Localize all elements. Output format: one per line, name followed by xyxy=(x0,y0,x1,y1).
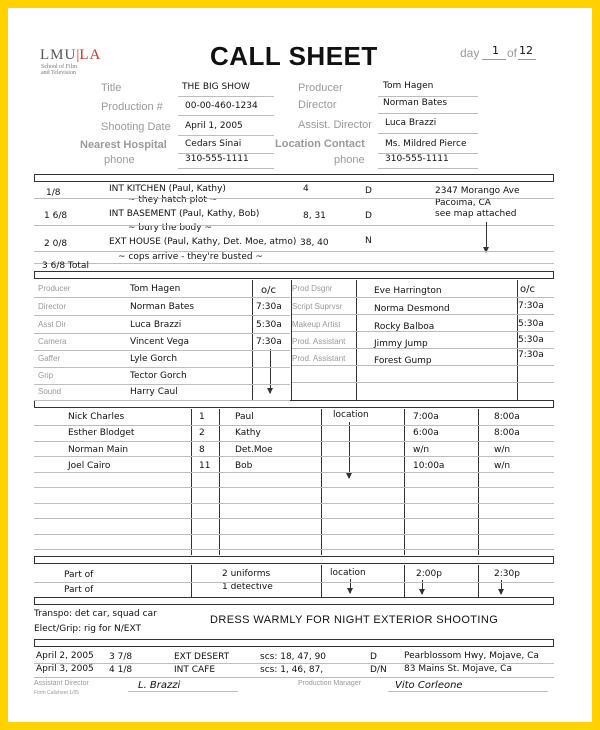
cast-role: Bob xyxy=(235,461,253,471)
extras-header-bar xyxy=(34,556,554,564)
crew-right-time: 5:30a xyxy=(518,319,544,329)
extras-location: location xyxy=(330,568,366,578)
notes-header-bar xyxy=(34,597,554,605)
production-label: Production # xyxy=(101,101,163,113)
assist-director-label: Assist. Director xyxy=(298,119,372,131)
cast-role: Paul xyxy=(235,412,254,422)
scene-location-2: Pacoima, CA xyxy=(435,198,491,208)
title-value: THE BIG SHOW xyxy=(182,82,250,92)
scene-cast: 8, 31 xyxy=(303,211,326,221)
day-total: 12 xyxy=(519,44,533,57)
scene-day-night: N xyxy=(365,236,372,246)
crew-name: Forest Gump xyxy=(374,356,432,366)
cast-actor: Nick Charles xyxy=(68,412,125,422)
crew-name: Vincent Vega xyxy=(130,337,189,347)
location-phone-label: phone xyxy=(334,154,365,166)
scene-sub: ~ bury the body ~ xyxy=(128,223,212,233)
logo-subtitle-1: School of Film xyxy=(41,64,78,70)
cast-call-time: w/n xyxy=(413,445,430,455)
day-value: 1 xyxy=(492,44,499,57)
crew-role-label: Director xyxy=(38,302,67,311)
crew-name: Jimmy Jump xyxy=(374,339,428,349)
cast-location-label: location xyxy=(333,410,369,420)
crew-role-label: Gaffer xyxy=(38,354,61,363)
location-contact-label: Location Contact xyxy=(275,138,365,150)
page-title: CALL SHEET xyxy=(210,41,378,71)
cast-actor: Joel Cairo xyxy=(68,461,111,471)
cast-role: Det.Moe xyxy=(235,445,273,455)
logo-subtitle-2: and Television xyxy=(41,70,76,76)
scene-day-night: D xyxy=(365,211,372,221)
assist-director-value: Luca Brazzi xyxy=(385,118,437,128)
continue-arrow xyxy=(349,422,350,478)
advance-location: 83 Mains St. Mojave, Ca xyxy=(404,664,512,674)
crew-role-label: Prod. Assistant xyxy=(292,337,346,346)
notes-banner: DRESS WARMLY FOR NIGHT EXTERIOR SHOOTING xyxy=(210,614,499,626)
crew-role-label: Sound xyxy=(38,387,62,396)
crew-name: Luca Brazzi xyxy=(130,320,182,330)
scenes-header-bar xyxy=(34,174,554,182)
cast-call-time: 6:00a xyxy=(413,428,439,438)
extras-time-1: 2:00p xyxy=(416,569,442,579)
cast-set-time: w/n xyxy=(494,445,511,455)
assistant-director-label: Assistant Director xyxy=(34,680,89,687)
location-phone-value: 310-555-1111 xyxy=(385,154,449,164)
notes-elect: Elect/Grip: rig for N/EXT xyxy=(34,624,141,634)
crew-left-time: 5:30a xyxy=(256,320,282,330)
crew-role-label: Asst Dir xyxy=(38,320,66,329)
extras-row-2: 1 detective xyxy=(222,582,273,592)
producer-value: Tom Hagen xyxy=(383,81,434,91)
crew-name: Lyle Gorch xyxy=(130,354,178,364)
scene-desc: INT KITCHEN (Paul, Kathy) xyxy=(109,184,226,194)
crew-right-oncall-header: o/c xyxy=(520,284,535,295)
advance-location: Pearblossom Hwy, Mojave, Ca xyxy=(404,651,539,661)
production-manager-label: Production Manager xyxy=(298,680,362,687)
crew-left-oncall-header: o/c xyxy=(261,285,276,296)
advance-scenes: scs: 18, 47, 90 xyxy=(260,652,327,662)
producer-label: Producer xyxy=(298,82,343,94)
logo: LMU|LA xyxy=(40,47,102,63)
advance-header-bar xyxy=(34,639,554,647)
location-contact-value: Ms. Mildred Pierce xyxy=(385,139,467,149)
title-label: Title xyxy=(101,82,122,94)
logo-la: LA xyxy=(79,47,102,63)
cast-role: Kathy xyxy=(235,428,261,438)
scene-desc: EXT HOUSE (Paul, Kathy, Det. Moe, atmo) xyxy=(109,237,297,247)
day-label: day xyxy=(460,46,480,60)
hospital-phone-label: phone xyxy=(104,154,135,166)
scene-cast: 38, 40 xyxy=(300,238,329,248)
crew-role-label: Camera xyxy=(38,337,67,346)
extras-part-of: Part of xyxy=(64,570,94,580)
scene-pages: 1 6/8 xyxy=(44,211,68,221)
scene-pages: 1/8 xyxy=(46,188,61,198)
crew-right-time: 7:30a xyxy=(518,301,544,311)
scene-day-night: D xyxy=(365,186,372,196)
advance-set: EXT DESERT xyxy=(174,652,230,662)
notes-transpo: Transpo: det car, squad car xyxy=(34,609,157,619)
scene-cast: 4 xyxy=(303,184,309,194)
scene-sub: ~ cops arrive - they're busted ~ xyxy=(118,252,263,262)
advance-pages: 3 7/8 xyxy=(109,652,133,662)
shooting-date-value: April 1, 2005 xyxy=(185,121,243,131)
crew-role-label: Prod Dsgnr xyxy=(292,284,333,293)
crew-name: Eve Harrington xyxy=(374,286,442,296)
cast-actor: Norman Main xyxy=(68,445,129,455)
advance-date: April 2, 2005 xyxy=(36,651,94,661)
cast-set-time: w/n xyxy=(494,461,511,471)
scene-location: 2347 Morango Ave xyxy=(435,186,520,196)
production-manager-signature: Vito Corleone xyxy=(395,680,463,691)
crew-right-time: 5:30a xyxy=(518,335,544,345)
scene-sub: ~ they hatch plot ~ xyxy=(128,195,218,205)
hospital-phone-value: 310-555-1111 xyxy=(185,154,249,164)
director-label: Director xyxy=(298,99,337,111)
crew-name: Harry Caul xyxy=(130,387,178,397)
crew-role-label: Script Suprvsr xyxy=(292,302,343,311)
extras-time-2: 2:30p xyxy=(494,569,520,579)
crew-role-label: Grip xyxy=(38,371,54,380)
cast-number: 1 xyxy=(199,412,205,422)
crew-name: Tom Hagen xyxy=(130,284,181,294)
scene-desc: INT BASEMENT (Paul, Kathy, Bob) xyxy=(109,209,260,219)
continue-arrow xyxy=(486,222,487,252)
form-id: Form Callsheet 1/05 xyxy=(34,690,80,696)
crew-name: Norma Desmond xyxy=(374,304,450,314)
cast-header-bar xyxy=(34,400,554,408)
scene-total: 3 6/8 Total xyxy=(42,261,89,271)
extras-row-1: 2 uniforms xyxy=(222,569,271,579)
director-value: Norman Bates xyxy=(383,98,448,108)
production-value: 00-00-460-1234 xyxy=(185,101,258,111)
cast-set-time: 8:00a xyxy=(494,428,520,438)
advance-set: INT CAFE xyxy=(174,665,216,675)
crew-left-time: 7:30a xyxy=(256,302,282,312)
continue-arrow xyxy=(270,349,271,393)
cast-number: 8 xyxy=(199,445,205,455)
logo-lmu: LMU xyxy=(40,47,77,63)
crew-name: Tector Gorch xyxy=(130,371,187,381)
cast-actor: Esther Blodget xyxy=(68,428,135,438)
crew-left-time: 7:30a xyxy=(256,337,282,347)
cast-call-time: 7:00a xyxy=(413,412,439,422)
assistant-director-signature: L. Brazzi xyxy=(138,680,181,691)
hospital-label: Nearest Hospital xyxy=(80,139,167,151)
advance-day-night: D/N xyxy=(370,665,387,675)
hospital-value: Cedars Sinai xyxy=(185,139,242,149)
call-sheet-document xyxy=(8,8,592,722)
cast-number: 11 xyxy=(199,461,211,471)
day-of-label: of xyxy=(507,46,518,60)
cast-call-time: 10:00a xyxy=(413,461,445,471)
crew-right-time: 7:30a xyxy=(518,350,544,360)
crew-header-bar xyxy=(34,271,554,279)
scene-pages: 2 0/8 xyxy=(44,239,68,249)
crew-name: Rocky Balboa xyxy=(374,322,435,332)
advance-day-night: D xyxy=(370,652,377,662)
advance-pages: 4 1/8 xyxy=(109,665,133,675)
crew-role-label: Prod. Assistant xyxy=(292,354,346,363)
crew-role-label: Producer xyxy=(38,284,71,293)
cast-set-time: 8:00a xyxy=(494,412,520,422)
advance-date: April 3, 2005 xyxy=(36,664,94,674)
cast-number: 2 xyxy=(199,428,205,438)
crew-name: Norman Bates xyxy=(130,302,195,312)
shooting-date-label: Shooting Date xyxy=(101,121,171,133)
extras-part-of: Part of xyxy=(64,585,94,595)
crew-role-label: Makeup Artist xyxy=(292,320,341,329)
advance-scenes: scs: 1, 46, 87, xyxy=(260,665,324,675)
scene-location: see map attached xyxy=(435,209,517,219)
